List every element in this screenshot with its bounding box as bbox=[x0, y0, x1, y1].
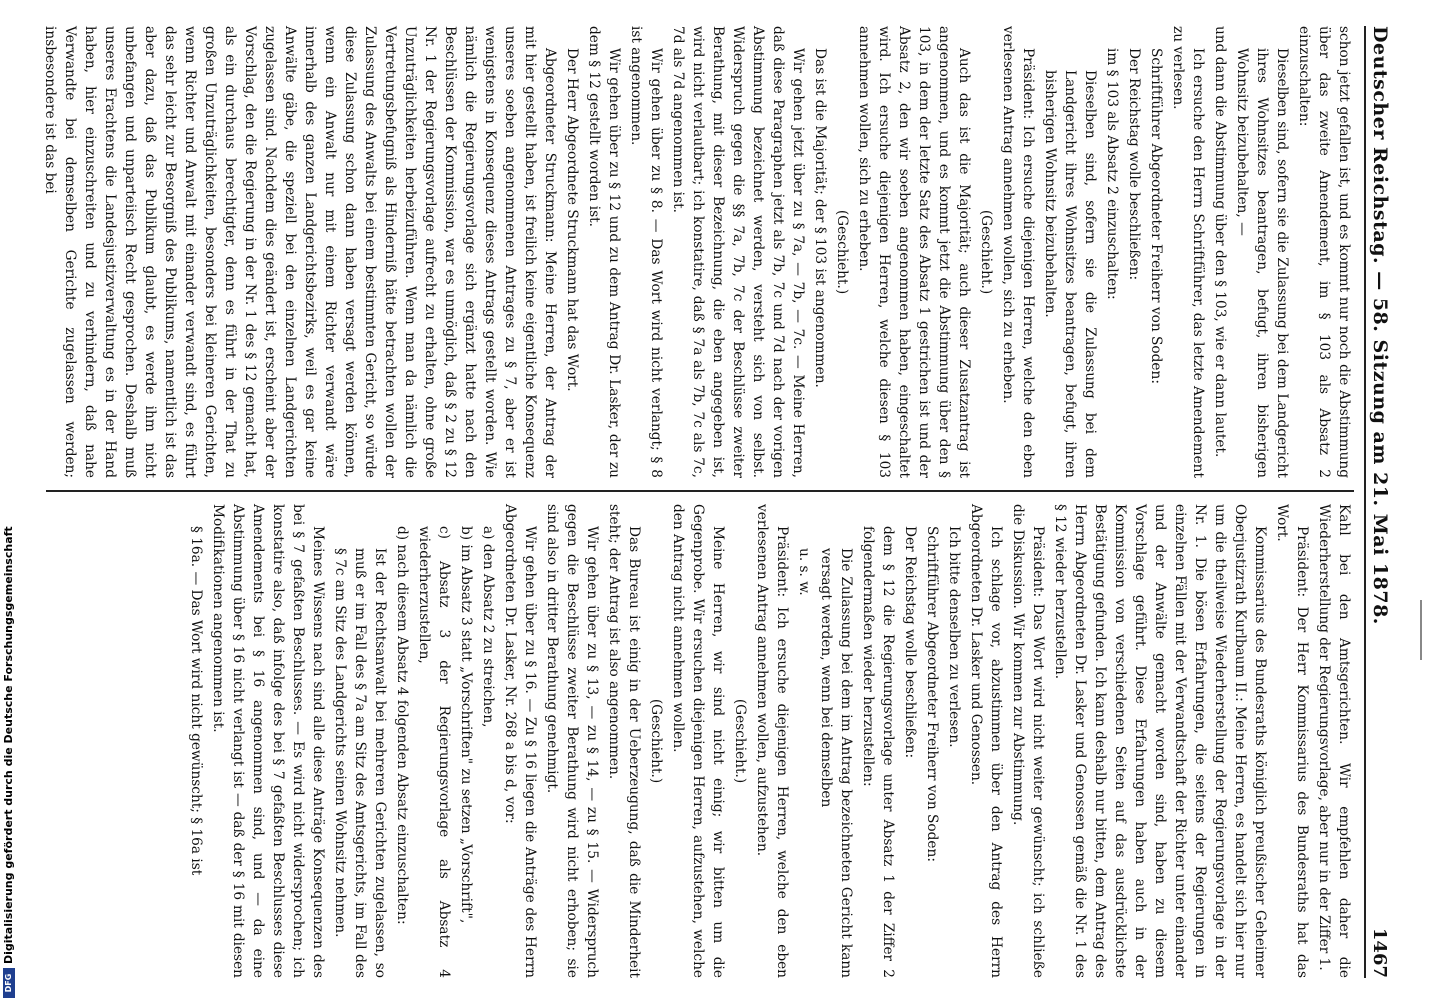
paragraph: a) den Absatz 2 zu streichen, bbox=[480, 526, 496, 728]
paragraph: § 16a. — Das Wort wird nicht gewünscht; § 16a ist bbox=[188, 526, 204, 876]
paragraph: Kahl bei den Amtsgerichten. Wir empfehlen daher die Wiederherstellung der Regierungsvorlage, aber nur in der Ziffer 1. bbox=[1316, 504, 1352, 978]
paragraph: Das Bureau ist einig in der Ueberzeugung, daß die Minderheit steht; der Antrag ist also angenommen. bbox=[606, 504, 642, 978]
page-edge-mark bbox=[1420, 600, 1422, 660]
paragraph: und dann die Abstimmung über den § 103, wie er dann lautet. bbox=[1212, 26, 1228, 458]
column-divider bbox=[46, 490, 1354, 492]
paragraph: Wir gehen über zu § 12 und zu dem Antrag Dr. Lasker, der zu dem § 12 gestellt worden ist. bbox=[586, 26, 622, 478]
paragraph: Präsident: Ich ersuche diejenigen Herren, welche den eben verlesenen Antrag annehmen wollen, sich zu erheben. bbox=[1000, 26, 1036, 478]
page-header bbox=[1364, 26, 1394, 978]
paragraph: Ich ersuche den Herrn Schriftführer, das letzte Amendement zu verlesen. bbox=[1170, 26, 1206, 478]
paragraph: Wir gehen über zu § 16. — Zu § 16 liegen die Anträge des Herrn Abgeordneten Dr. Lasker, Nr. 268 a bis d, vor: bbox=[502, 504, 538, 978]
paragraph: Schriftführer Abgeordneter Freiherr von Soden: bbox=[1148, 48, 1164, 384]
paragraph: Dieselben sind, sofern sie die Zulassung bei dem Landgericht ihres Wohnsitzes beantragen, befugt, ihren bisherigen Wohnsitz beizubehalten, — bbox=[1234, 48, 1290, 478]
rotated-page bbox=[28, 0, 1420, 1000]
paragraph: Der Reichstag wolle beschließen: bbox=[1126, 48, 1142, 281]
paragraph: Schriftführer Abgeordneter Freiherr von Soden: bbox=[924, 526, 940, 862]
paragraph: Der Reichstag wolle beschließen: bbox=[902, 526, 918, 759]
paragraph: (Geschieht.) bbox=[834, 209, 850, 295]
paragraph: Ich schlage vor, abzustimmen über den Antrag des Herrn Abgeordneten Dr. Lasker und Genossen. bbox=[968, 504, 1004, 978]
paragraph: Dieselben sind, sofern sie die Zulassung bei dem Landgericht ihres Wohnsitzes beantragen, befugt, ihren bisherigen Wohnsitz beizubehalten. bbox=[1042, 70, 1098, 478]
paragraph: u. s. w. bbox=[796, 548, 812, 596]
digitization-credit: Digitalisierung gefördert durch die Deutsche Forschungsgemeinschaft bbox=[2, 526, 15, 964]
paragraph: b) im Absatz 3 statt „Vorschriften" zu setzen „Vorschrift", bbox=[458, 526, 474, 924]
paragraph: Meines Wissens nach sind alle diese Anträge Konsequenzen des bei § 7 gefaßten Beschlusses. — Es wird nicht widersprochen; ich konstatire also, daß infolge des bei § 7 gefaßten Beschlusses diese Amendements bei § 16 angenommen sind, und — da eine Abstimmung über § 16 nicht verlangt ist — daß der § 16 mit diesen Modifikationen angenommen ist. bbox=[210, 504, 326, 978]
paragraph: dem § 12 die Regierungsvorlage unter Absatz 1 der Ziffer 2 folgendermaßen wieder herzustellen: bbox=[860, 526, 896, 978]
paragraph: schon jetzt gefallen ist, und es kommt nur noch die Abstimmung über das zweite Amendement, im § 103 als Absatz 2 einzuschalten: bbox=[1296, 26, 1352, 478]
paragraph: Die Zulassung bei dem im Antrag bezeichneten Gericht kann versagt werden, wenn bei demselben bbox=[818, 548, 854, 978]
paragraph: Ist der Rechtsanwalt bei mehreren Gerichten zugelassen, so muß er im Fall des § 7a am Sitz des Amtsgerichts, im Fall des § 7c am Sitz des Landgerichts seinen Wohnsitz nehmen. bbox=[332, 548, 388, 978]
paragraph: (Geschieht.) bbox=[978, 209, 994, 295]
paragraph: (Geschieht.) bbox=[648, 698, 664, 784]
digitization-credit-strip bbox=[0, 0, 26, 1000]
paragraph: Wir gehen über zu § 8. — Das Wort wird nicht verlangt; § 8 ist angenommen. bbox=[628, 26, 664, 478]
paragraph: Meine Herren, wir sind nicht einig; wir bitten um die Gegenprobe. Wir ersuchen diejenigen Herren, aufzustehen, welche den Antrag nicht annehmen wollen. bbox=[670, 504, 726, 978]
right-text-column bbox=[46, 504, 1354, 978]
left-text-column bbox=[42, 26, 1354, 478]
dfg-logo: DFG bbox=[3, 968, 15, 998]
paragraph: Das ist die Majorität; der § 103 ist angenommen. bbox=[812, 48, 828, 388]
paragraph: Abgeordneter Struckmann: Meine Herren, der Antrag der mit hier gestellt haben, ist freilich keine eigentliche Konsequenz unseres soeben angenommenen Antrages zu § 7, aber er ist wenigstens in Konsequenz dieses Antrags gestellt worden. Wie nämlich die Regierungsvorlage sich ergänzt hatte nach den Beschlüssen der Kommission, war es unmöglich, daß § 2 zu § 12 Nr. 1 der Regierungsvorlage aufrecht zu erhalten, ohne große Unzuträglichkeiten herbeizuführen. Wenn man da nämlich die Vertretungsbefugniß als Hinderniß hätte betrachten wollen der Zulassung des Anwalts bei einem bestimmten Gericht, so würde diese Zulassung schon dann haben versagt werden können, wenn ein Anwalt nur mit einem Richter verwandt wäre innerhalb des ganzen Landgerichtsbezirks, weil es gar keine Anwälte gäbe, die speziell bei den einzelnen Landgerichten zugelassen sind. Nachdem dies geändert ist, erscheint aber der Vorschlag, den die Regierung in der Nr. 1 des § 12 gemacht hat, als ein durchaus berechtigter, denn es führt in der That zu großen Unzuträglichkeiten, besonders bei kleineren Gerichten, wenn Richter und Anwalt mit einander verwandt sind, es führt das sehr leicht zur Besorgniß des Publikums, namentlich ist das aber dazu, daß das Publikum glaubt, es werde ihm nicht unbefangen und unparteiisch Recht gesprochen. Deshalb muß unseres Erachtens die Landesjustizverwaltung es in der Hand haben, hier einzuschreiten und zu verhindern, daß nahe Verwandte bei demselben Gerichte zugelassen werden; insbesondere ist das bei bbox=[42, 26, 558, 478]
paragraph: d) nach diesem Absatz 4 folgenden Absatz einzuschalten: bbox=[394, 526, 410, 925]
paragraph: im § 103 als Absatz 2 einzuschalten: bbox=[1104, 48, 1120, 300]
paragraph: c) Absatz 3 der Regierungsvorlage als Absatz 4 wiederherzustellen, bbox=[416, 526, 452, 978]
paragraph: Präsident: Das Wort wird nicht weiter gewünscht; ich schließe die Diskussion. Wir kommen zur Abstimmung. bbox=[1010, 504, 1046, 978]
paragraph: Auch das ist die Majorität; auch dieser Zusatzantrag ist angenommen, und es kommt jetzt die Abstimmung über den § 103, in dem der letzte Satz des Absatz 1 gestrichen ist und der Absatz 2, den wir soeben angenommen haben, eingeschaltet wird. Ich ersuche diejenigen Herren, welche diesen § 103 annehmen wollen, sich zu erheben. bbox=[856, 26, 972, 478]
page-area bbox=[28, 0, 1420, 1000]
paragraph: Kommissarius des Bundesraths königlich preußischer Geheimer Oberjustizrath Kurlbaum II.: Meine Herren, es handelt sich hier nur um die theilweise Wiederherstellung der Regierungsvorlage in der Nr. 1. Die bösen Erfahrungen, die seitens der Regierungen in einzelnen Fällen mit der Verwandtschaft der Richter unter einander und der Anwälte gemacht worden sind, haben zu diesem Vorschlage geführt. Diese Erfahrungen haben auch in der Kommission von verschiedenen Seiten auf das ausdrücklichste Bestätigung gefunden. Ich kann deshalb nur bitten, dem Antrag des Herrn Abgeordneten Dr. Lasker und Genossen gemäß die Nr. 1 des § 12 wieder herzustellen. bbox=[1052, 504, 1268, 978]
paragraph: (Geschieht.) bbox=[732, 698, 748, 784]
paragraph: Wir gehen jetzt über zu § 7a, — 7b, — 7c. — Meine Herren, daß diese Paragraphen jetzt als 7b, 7c und 7d nach der vorigen Abstimmung bezeichnet werden, versteht sich von selbst. Widerspruch gegen die §§ 7a, 7b, 7c der Beschlüsse zweiter Berathung, mit dieser Bezeichnung, die eben angegeben ist, wird nicht verlautbart; ich konstatire, daß § 7a als 7b, 7c als 7c, 7d als 7d angenommen ist. bbox=[670, 26, 806, 478]
paragraph: Präsident: Der Herr Kommissarius des Bundesraths hat das Wort. bbox=[1274, 504, 1310, 978]
paragraph: Präsident: Ich ersuche diejenigen Herren, welche den eben verlesenen Antrag annehmen wollen, aufzustehen. bbox=[754, 504, 790, 978]
paragraph: Ich bitte denselben zu verlesen. bbox=[946, 526, 962, 748]
page-number: 1467 bbox=[1369, 927, 1390, 978]
paragraph: Der Herr Abgeordnete Struckmann hat das Wort. bbox=[564, 48, 580, 392]
page-title: Deutscher Reichstag. — 58. Sitzung am 21. Mai 1878. bbox=[1369, 26, 1391, 625]
paragraph: Wir gehen über zu § 13, — zu § 14, — zu § 15. — Widerspruch gegen die Beschlüsse zweiter Berathung wird nicht erhoben; sie sind also in dritter Berathung genehmigt. bbox=[544, 504, 600, 978]
